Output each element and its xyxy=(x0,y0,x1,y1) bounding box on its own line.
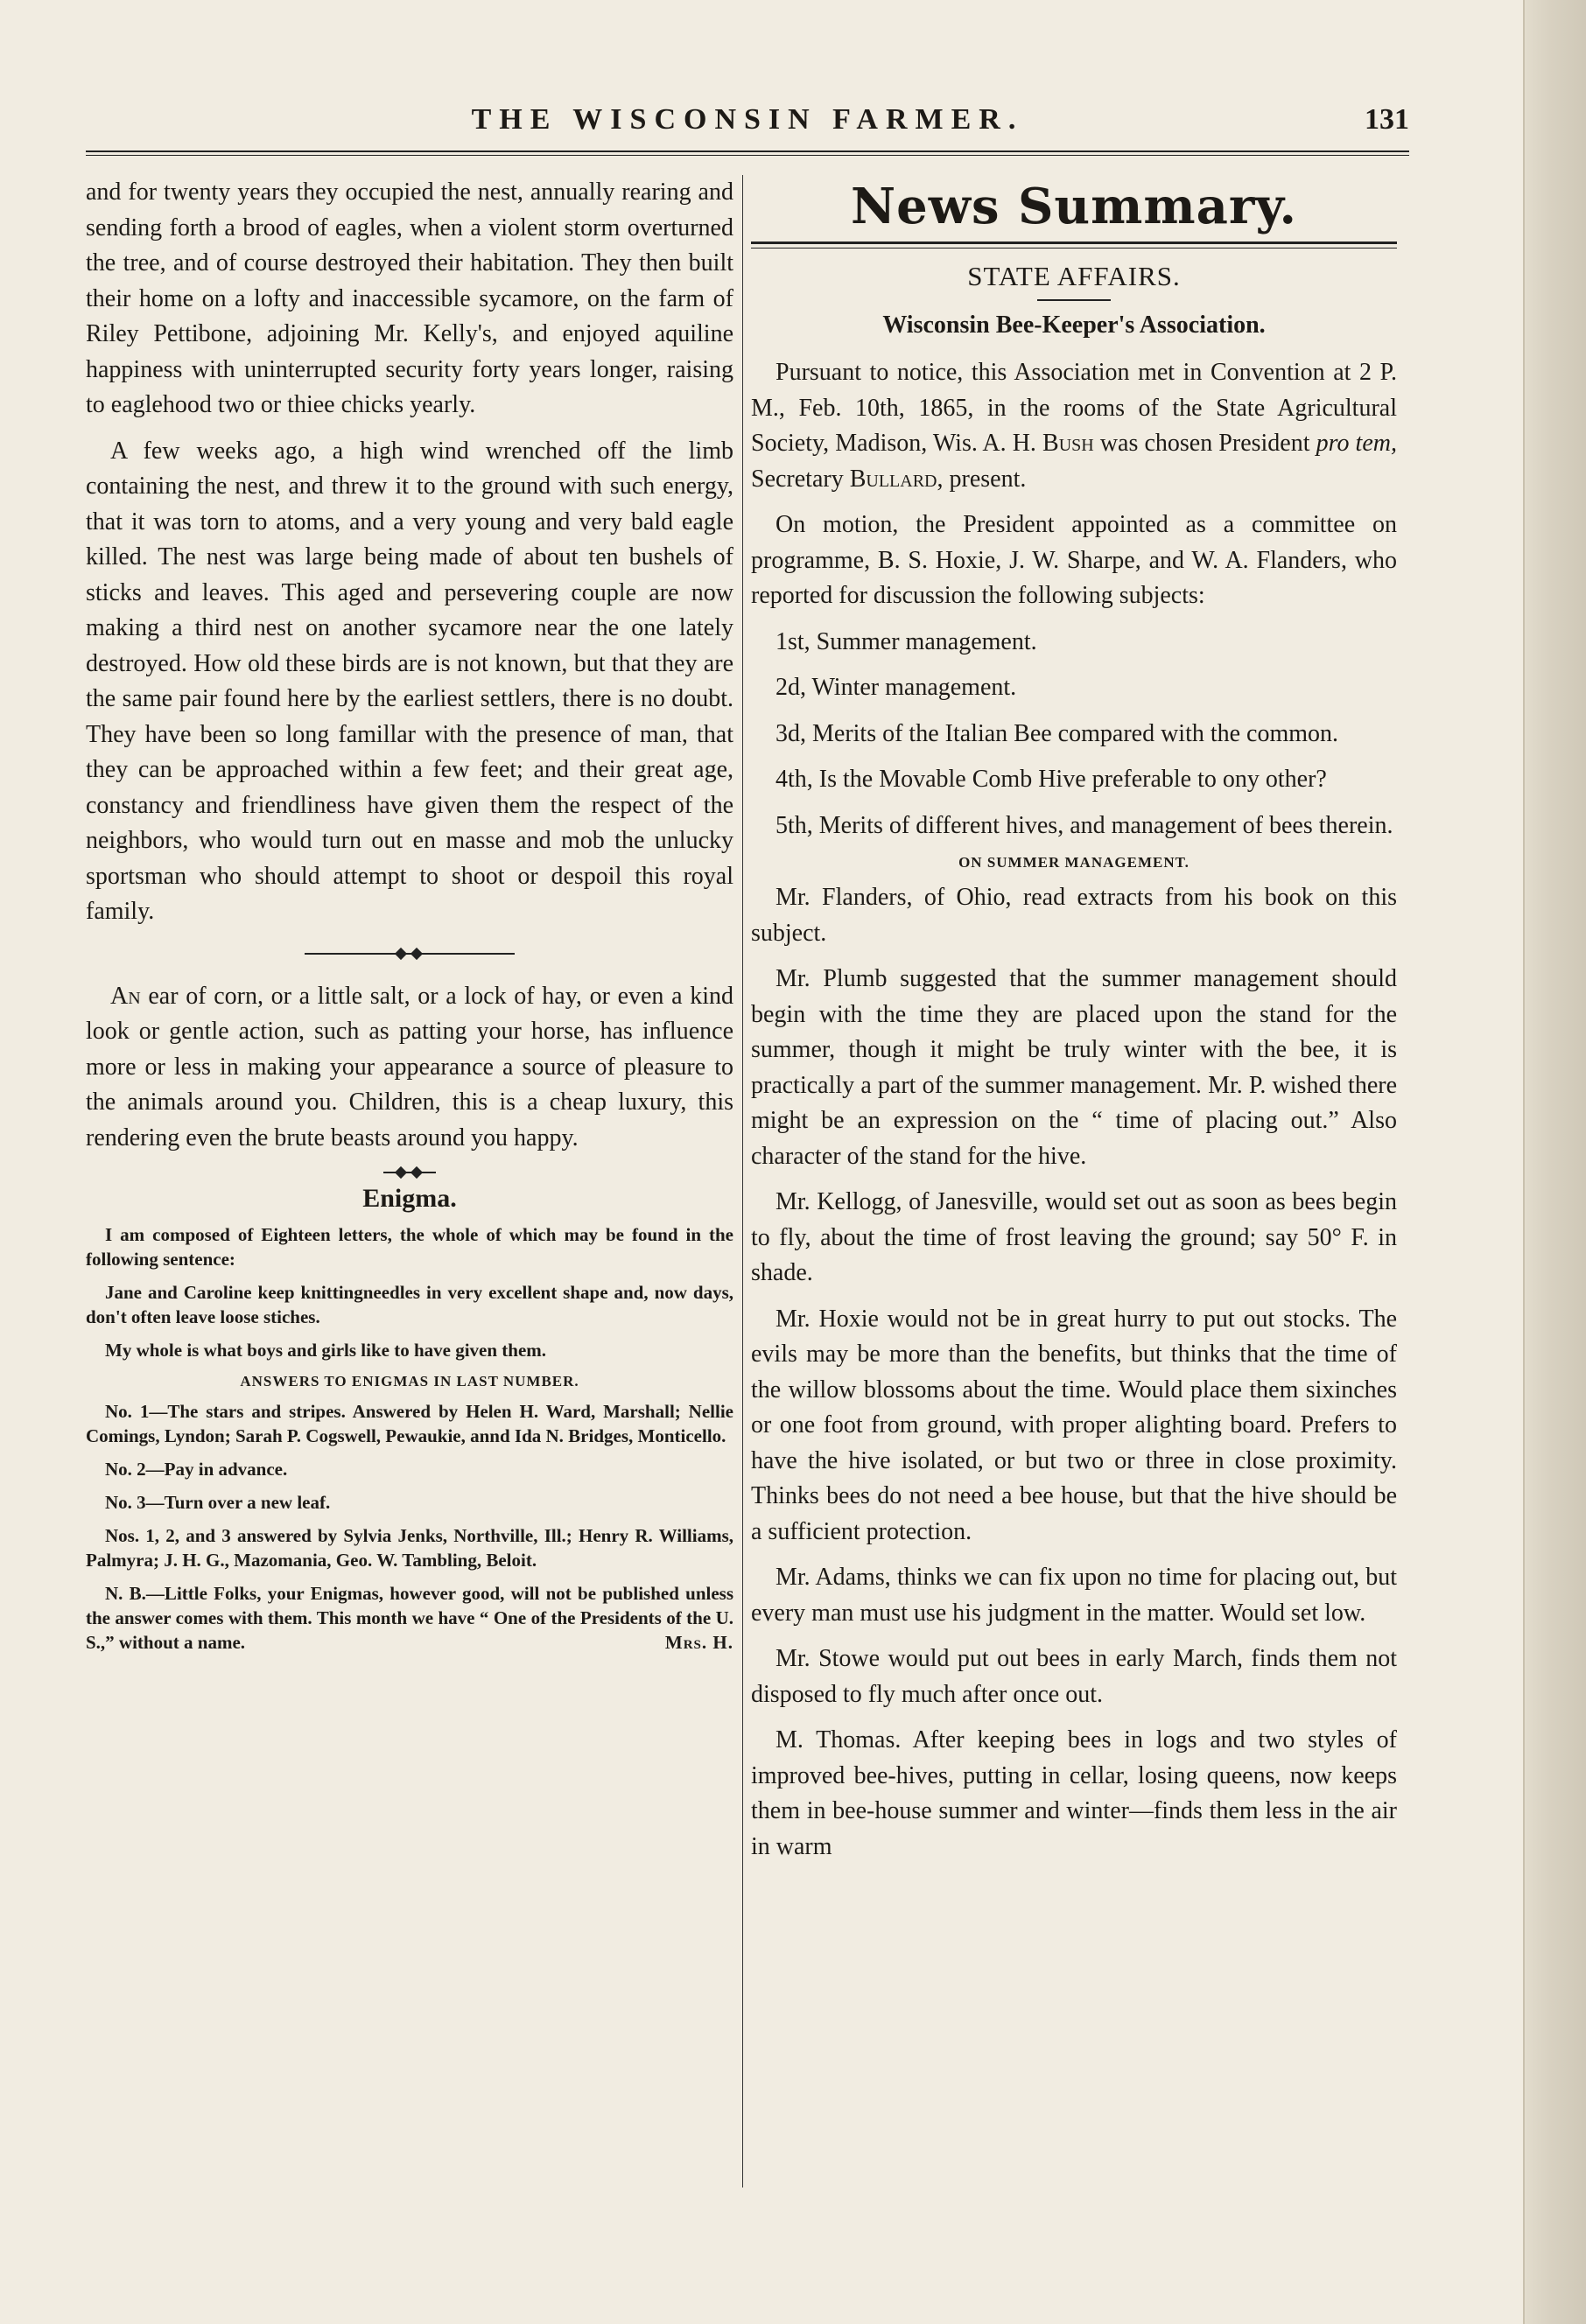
convention-text-c: Secretary xyxy=(751,465,850,493)
section-ornament-2 xyxy=(383,1168,436,1177)
page-header xyxy=(86,103,1409,147)
stowe-paragraph: Mr. Stowe would put out bees in early March, finds them not disposed to fly much after once out. xyxy=(751,1645,1397,1708)
signature: Mrs. H. xyxy=(664,1632,733,1653)
kellogg-paragraph: Mr. Kellogg, of Janesville, would set out as soon as bees begin to fly, about the time of frost leaving the ground; say 50° F. in shade. xyxy=(751,1188,1397,1286)
nota-bene-text: N. B.—Little Folks, your Enigmas, however good, will not be published unless the answer comes with them. This month we have “ One of the Presidents of the U. S.,” without a name. xyxy=(86,1583,733,1653)
flanders-paragraph: Mr. Flanders, of Ohio, read extracts from his book on this subject. xyxy=(751,884,1397,947)
thomas-paragraph: M. Thomas. After keeping bees in logs and two styles of improved bee-hives, putting in cellar, losing queens, now keeps them in bee-house summer and winter—finds them less in the air in warm xyxy=(751,1726,1397,1860)
answer-4: Nos. 1, 2, and 3 answered by Sylvia Jenks, Northville, Ill.; Henry R. Williams, Palmyra; J. H. G., Mazomania, Geo. W. Tambling, Beloit. xyxy=(86,1525,733,1571)
state-affairs-title: STATE AFFAIRS. xyxy=(967,261,1181,291)
adams-paragraph: Mr. Adams, thinks we can fix upon no time for placing out, but every man must use his judgment in the matter. Would set low. xyxy=(751,1564,1397,1627)
nota-bene xyxy=(86,1581,733,1655)
section-ornament xyxy=(305,949,515,958)
left-column xyxy=(86,175,733,2289)
drop-lead-word: An xyxy=(110,982,141,1010)
subject-3: 3d, Merits of the Italian Bee compared with the common. xyxy=(775,719,1339,747)
answer-2: No. 2—Pay in advance. xyxy=(105,1459,288,1480)
header-rule xyxy=(86,150,1409,156)
committee-paragraph: On motion, the President appointed as a committee on programme, B. S. Hoxie, J. W. Sharpe, and W. A. Flanders, who reported for discussion the following subjects: xyxy=(751,511,1397,609)
hoxie-paragraph: Mr. Hoxie would not be in great hurry to put out stocks. The evils may be more than the benefits, but thinks that the time of the willow blossoms about the time. Would place them sixinches or one foot from ground, with proper alighting board. Prefers to have the hive isolated, or but two or three in close proximity. Thinks bees do not need a bee house, but that the hive should be a sufficient protection. xyxy=(751,1305,1397,1545)
answer-3: No. 3—Turn over a new leaf. xyxy=(105,1492,331,1513)
pro-tem: pro tem, xyxy=(1316,430,1397,457)
name-bullard: Bullard xyxy=(849,465,937,493)
convention-text-a: Pursuant to notice, this Association met in Convention at 2 P. M., Feb. 10th, 1865, in the rooms of the State Agricultural Society, Madison, Wis. A. H. xyxy=(751,359,1397,457)
convention-text-b: was chosen President xyxy=(1093,430,1316,457)
page-number: 131 xyxy=(1365,103,1409,136)
association-title: Wisconsin Bee-Keeper's Association. xyxy=(882,312,1266,339)
running-title: THE WISCONSIN FARMER. xyxy=(471,103,1024,136)
convention-text-d: , present. xyxy=(937,465,1027,493)
horse-kindness-text: ear of corn, or a little salt, or a lock of hay, or even a kind look or gentle action, such as patting your horse, has influence more or less in making your appearance a source of pleasure to the animals around you. Children, this is a cheap luxury, this rendering even the brute beasts around you happy. xyxy=(86,982,733,1152)
answer-1: No. 1—The stars and stripes. Answered by Helen H. Ward, Marshall; Nellie Comings, Lyndon; Sarah P. Cogswell, Pewaukie, annd Ida N. Bridges, Monticello. xyxy=(86,1401,733,1446)
eagle-paragraph-2: A few weeks ago, a high wind wrenched off the limb containing the nest, and threw it to the ground with such energy, that it was torn to atoms, and a very young and very bald eagle killed. The nest was large being made of about ten bushels of sticks and leaves. This aged and persevering couple are now making a third nest on another sycamore near the one lately destroyed. How old these birds are is not known, but that they are the same pair found here by the earliest settlers, there is no doubt. They have been so long famillar with the presence of man, that they can be approached within a few feet; and their great age, constancy and friendliness have given them the respect of the neighbors, who would turn out en masse and mob the unlucky sportsman who should attempt to shoot or despoil this royal family. xyxy=(86,437,733,925)
enigma-sentence: Jane and Caroline keep knittingneedles in very excellent shape and, now days, don't often leave loose stiches. xyxy=(86,1282,733,1327)
adjacent-page-edge xyxy=(1523,0,1586,2324)
name-bush: Bush xyxy=(1042,430,1094,457)
right-column xyxy=(751,175,1397,2289)
column-divider xyxy=(742,175,743,2188)
subject-1: 1st, Summer management. xyxy=(775,627,1037,655)
subject-2: 2d, Winter management. xyxy=(775,674,1017,701)
summer-management-heading: ON SUMMER MANAGEMENT. xyxy=(958,854,1190,871)
eagle-paragraph-1: and for twenty years they occupied the nest, annually rearing and sending forth a brood of eagles, when a violent storm overturned the tree, and of course destroyed their habitation. They then built their home on a lofty and inaccessible sycamore, on the farm of Riley Pettibone, adjoining Mr. Kelly's, and enjoyed aquiline happiness with uninterrupted security forty years longer, raising to eaglehood two or thiee chicks yearly. xyxy=(86,178,733,418)
enigma-whole: My whole is what boys and girls like to have given them. xyxy=(105,1340,547,1361)
answers-heading: ANSWERS TO ENIGMAS IN LAST NUMBER. xyxy=(240,1373,579,1390)
enigma-intro: I am composed of Eighteen letters, the whole of which may be found in the following sentence: xyxy=(86,1224,733,1270)
convention-paragraph xyxy=(751,355,1397,497)
title-rule xyxy=(1037,299,1111,301)
news-summary-masthead: News Summary. xyxy=(850,178,1298,235)
subject-4: 4th, Is the Movable Comb Hive preferable to ony other? xyxy=(775,766,1327,793)
plumb-paragraph: Mr. Plumb suggested that the summer management should begin with the time they are placed upon the stand for the summer, though it might be truly winter with the bee, it is practically a part of the summer management. Mr. P. wished there might be an expression on the “ time of placing out.” Also character of the stand for the hive. xyxy=(751,965,1397,1170)
enigma-title: Enigma. xyxy=(362,1184,457,1213)
masthead-rule xyxy=(751,242,1397,248)
horse-kindness-paragraph xyxy=(86,979,733,1157)
subject-5: 5th, Merits of different hives, and management of bees therein. xyxy=(775,811,1393,839)
